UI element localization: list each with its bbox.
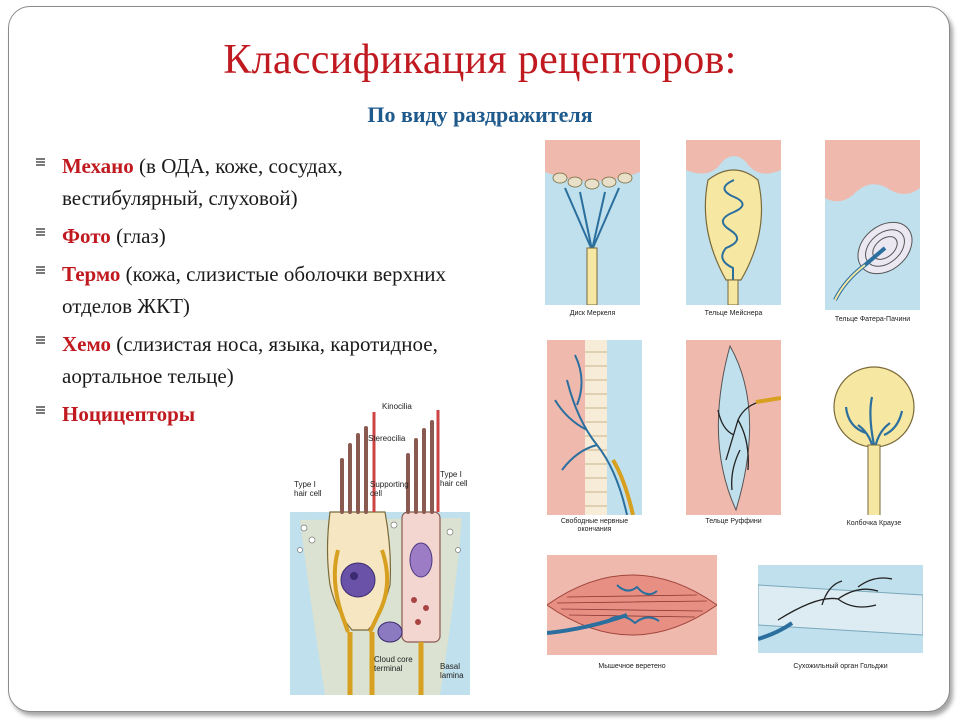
bullet-list bbox=[36, 150, 486, 436]
bullet-keyword: Хемо bbox=[62, 332, 112, 356]
label-stereocilia: Stereocilia bbox=[368, 434, 406, 443]
bullet-item bbox=[36, 150, 486, 214]
caption-pacini: Тельце Фатера-Пачини bbox=[834, 316, 911, 323]
merkel-disc-illustration bbox=[545, 140, 640, 325]
ruffini-illustration bbox=[686, 340, 781, 540]
slide-title: Классификация рецепторов: bbox=[223, 37, 737, 83]
caption-meissner: Тельце Мейснера bbox=[704, 310, 763, 317]
meissner-illustration bbox=[686, 140, 781, 325]
bullet-item bbox=[36, 220, 486, 252]
krause-illustration bbox=[828, 345, 920, 540]
label-basal-lamina: Basal lamina bbox=[440, 662, 464, 680]
bullet-keyword: Ноцицепторы bbox=[62, 402, 196, 426]
muscle-spindle-illustration bbox=[547, 555, 717, 685]
golgi-tendon-illustration bbox=[758, 565, 923, 685]
bullet-icon bbox=[36, 228, 45, 239]
caption-merkel: Диск Меркеля bbox=[569, 310, 616, 317]
bullet-text: (в ОДА, коже, сосудах, вестибулярный, слуховой) bbox=[62, 154, 343, 210]
bullet-icon bbox=[36, 336, 45, 347]
bullet-icon bbox=[36, 406, 45, 417]
slide-subtitle: По виду раздражителя bbox=[367, 102, 593, 127]
caption-free-nerve-endings: Свободные нервные окончания bbox=[560, 518, 629, 533]
bullet-keyword: Термо bbox=[62, 262, 121, 286]
label-cloud-core-terminal: Cloud core terminal bbox=[374, 655, 413, 673]
label-type2-hair-cell: Type I hair cell bbox=[440, 470, 468, 488]
bullet-keyword: Механо bbox=[62, 154, 134, 178]
caption-muscle-spindle: Мышечное веретено bbox=[598, 663, 666, 670]
hair-cell-illustration bbox=[290, 400, 470, 695]
bullet-item bbox=[36, 258, 486, 322]
pacini-illustration bbox=[825, 140, 920, 330]
bullet-item bbox=[36, 328, 486, 392]
caption-golgi-tendon: Сухожильный орган Гольджи bbox=[793, 663, 888, 670]
label-supporting-cell: Supporting cell bbox=[370, 480, 409, 498]
free-nerve-endings-illustration bbox=[547, 340, 642, 540]
bullet-text: (кожа, слизистые оболочки верхних отделов ЖКТ) bbox=[62, 262, 447, 318]
caption-krause: Колбочка Краузе bbox=[846, 520, 902, 527]
bullet-icon bbox=[36, 266, 45, 277]
bullet-icon bbox=[36, 158, 45, 169]
label-type1-hair-cell: Type I hair cell bbox=[294, 480, 322, 498]
bullet-text: (глаз) bbox=[110, 224, 166, 248]
bullet-text: (слизистая носа, языка, каротидное, аортальное тельце) bbox=[62, 332, 438, 388]
caption-ruffini: Тельце Руффини bbox=[705, 518, 762, 525]
label-kinocilia: Kinocilia bbox=[382, 402, 412, 411]
bullet-keyword: Фото bbox=[62, 224, 111, 248]
